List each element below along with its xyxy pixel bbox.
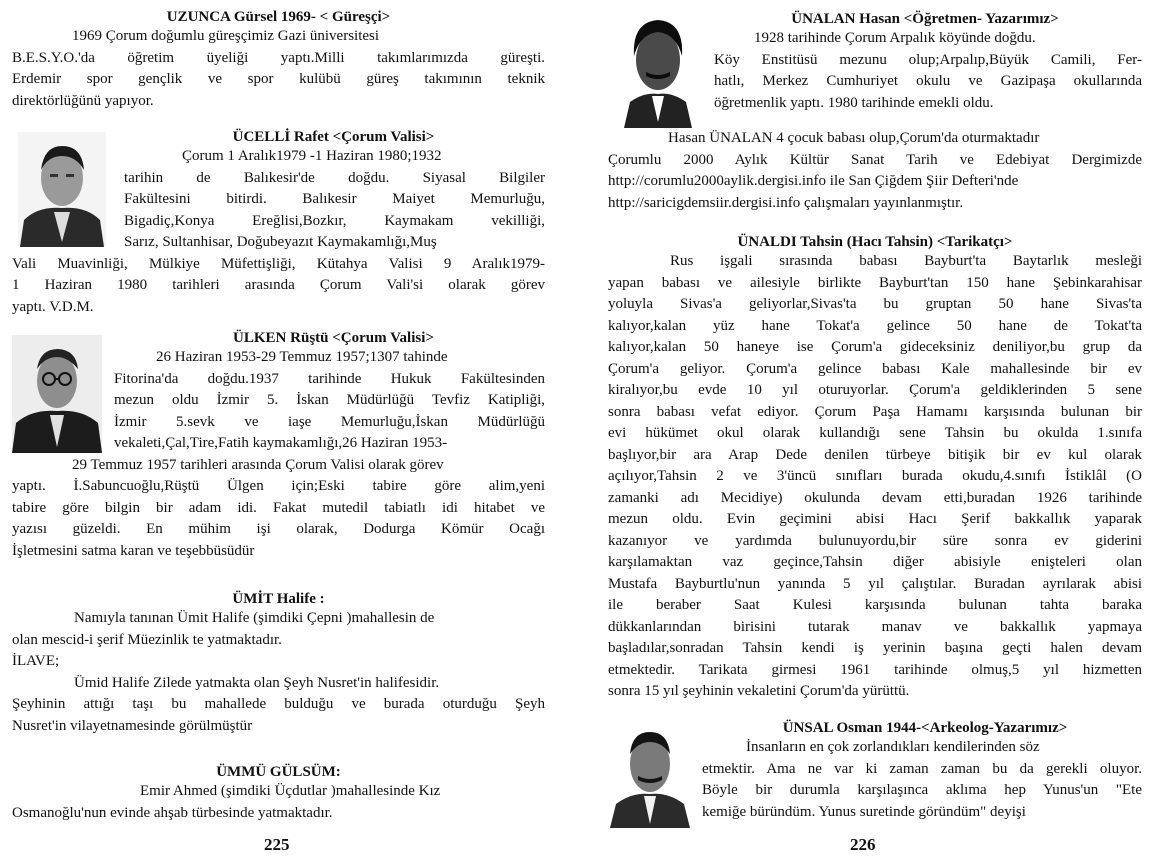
entry-heading: ÜMİT Halife : xyxy=(232,591,325,607)
entry-heading: ÜLKEN Rüştü <Çorum Valisi> xyxy=(233,330,434,346)
entry-line: 1969 Çorum doğumlu güreşçimiz Gazi üniversitesi xyxy=(72,28,380,44)
entry-line: kalıyor,kalan 50 haneye ise Çorum'a gideceksiniz deniliyor,bu grup da xyxy=(608,339,1142,355)
entry-line: Erdemir spor gençlik ve spor kulübü güreş takımının teknik xyxy=(12,71,545,87)
entry-unalan xyxy=(608,10,1142,214)
entry-line: direktörlüğünü yapıyor. xyxy=(12,92,154,109)
entry-line: başlıyor,bir ara Arap Dede denilen türbeye bitişik bir ev kul olarak xyxy=(608,446,1142,463)
entry-line: tarihin de Balıkesir'de doğdu. Siyasal Bilgiler xyxy=(124,169,545,186)
entry-unsal xyxy=(608,719,1142,823)
entry-line: kalıyor,kalan yüz hane Tokat'a gelince 50 hane de Tokat'ta xyxy=(608,317,1142,334)
entry-line: İzmir 5.sevk ve iaşe Memurluğu,İskan Müdürlüğü xyxy=(114,413,545,430)
entry-line: 1928 tarihinde Çorum Arpalık köyünde doğdu. xyxy=(754,30,1036,46)
entry-ucelli xyxy=(12,128,545,318)
entry-line: sonra 15 yıl şeyhinin vekaletini Çorum'da yürüttü. xyxy=(608,683,910,699)
entry-line: Bigadiç,Konya Ereğlisi,Bozkır, Kaymakam vekilliği, xyxy=(124,212,545,229)
entry-line: Namıyla tanınan Ümit Halife (şimdiki Çepni )mahallesin de xyxy=(74,610,435,626)
entry-line: zamanki adı Mecidiye) okulunda devam etti,buradan 1926 tarihinde xyxy=(608,489,1142,506)
entry-line: ile beraber Saat Kulesi karşısında bulunan tahta baraka xyxy=(608,597,1142,613)
entry-line: etmektedir. Tarikata girmesi 1961 tarihinde olmuş,5 yıl hizmetten xyxy=(608,661,1142,678)
page-number: 226 xyxy=(850,835,876,854)
entry-line: B.E.S.Y.O.'da öğretim üyeliği yaptı.Milli takımlarımızda güreşti. xyxy=(12,49,545,66)
entry-line: İLAVE; xyxy=(12,653,60,669)
entry-heading: ÜMMÜ GÜLSÜM: xyxy=(216,764,341,780)
entry-line: Hasan ÜNALAN 4 çocuk babası olup,Çorum'da oturmaktadır xyxy=(668,130,1040,146)
entry-line: Çorum 1 Aralık1979 -1 Haziran 1980;1932 xyxy=(182,148,442,164)
entry-line: Emir Ahmed (şimdiki Üçdutlar )mahallesinde Kız xyxy=(140,783,441,799)
entry-line: kemiğe büründüm. Yunus suretinde göründüm" deyişi xyxy=(702,803,1026,820)
entry-line: yoluyla Sivas'a geliyorlar,Sivas'ta bu gruptan 50 hane Sivas'ta xyxy=(608,296,1142,312)
entry-line: dükkanlarından birisini tutarak manav ve bakkallık yapmaya xyxy=(608,618,1142,635)
entry-line: sonra babası vefat ediyor. Çorum Paşa Hamamı karşısında bulunan bir xyxy=(608,403,1142,420)
right-page xyxy=(592,0,1142,865)
entry-ummu-gulsum xyxy=(12,763,545,824)
entry-line: Çorum'a geliyor. Çorum'a gelince babası Kale mahallesinde bir ev xyxy=(608,360,1142,377)
entry-line: 1 Haziran 1980 tarihleri arasında Çorum Vali'si olarak görev xyxy=(12,277,545,293)
entry-line: Böyle bir durumla karşılaşınca aklıma hep Yunus'un "Ete xyxy=(702,782,1142,798)
entry-line: açılıyor,Tahsin 2 ve 3'üncü sınıfları burada okudu,4.sınıfı İstiklâl (O xyxy=(608,468,1142,484)
entry-umit xyxy=(12,590,545,737)
entry-line: Mustafa Bayburtlu'nun yanında 5 yıl çalıştılar. Buradan ayrılarak abisi xyxy=(608,575,1142,592)
entry-line: Şeyhinin attığı taşı bu mahallede bulduğu ve burada oturduğu Şeyh xyxy=(12,696,545,712)
entry-ulken xyxy=(12,329,545,562)
entry-heading: ÜCELLİ Rafet <Çorum Valisi> xyxy=(232,129,435,145)
entry-line: karşılamaktan vaz geçince,Tahsin diğer abisiyle enişteleri olan xyxy=(608,554,1142,570)
entry-line: kazanıyor ve yardımda bulunuyordu,bir süre sonra ev giderini xyxy=(608,532,1142,549)
left-page xyxy=(0,0,560,865)
entry-line: evi hükümet okul olarak kullandığı sene Tahsin bu okulda 1.sınıfa xyxy=(608,425,1142,441)
entry-line: kiralıyor,bu evde 10 yıl oturuyorlar. Çorum'a geldiklerinden 5 sene xyxy=(608,382,1142,398)
entry-line: öğretmenlik yaptı. 1980 tarihinde emekli oldu. xyxy=(714,94,994,111)
entry-line: Rus işgali sırasında babası Bayburt'ta Baytarlık mesleği xyxy=(670,253,1142,269)
entry-line: Vali Muavinliği, Mülkiye Müfettişliği, Kütahya Valisi 9 Aralık1979- xyxy=(12,255,545,272)
entry-line: tabire göre bilgin bir adam idi. Fakat mutedil tabiatlı idi hitabet ve xyxy=(12,499,545,516)
entry-line: hatlı, Merkez Cumhuriyet okulu ve Gazipaşa okullarında xyxy=(714,73,1142,89)
entry-line: 29 Temmuz 1957 tarihleri arasında Çorum Valisi olarak görev xyxy=(72,456,444,473)
page-number: 225 xyxy=(264,835,290,854)
entry-line: olan mescid-i şerif Müezinlik te yatmaktadır. xyxy=(12,631,282,648)
entry-line: İşletmesini satma karan ve teşebbüsüdür xyxy=(12,542,255,559)
entry-uzunca xyxy=(12,8,545,112)
entry-line: Fakültesini bitirdi. Balıkesir Maiyet Memurluğu, xyxy=(124,191,545,207)
entry-line: yapan babası ve ailesiyle birlikte Bayburt'tan 150 hane Şebinkarahisar xyxy=(608,274,1142,291)
entry-heading: ÜNALDI Tahsin (Hacı Tahsin) <Tarikatçı> xyxy=(737,234,1013,250)
entry-heading: ÜNALAN Hasan <Öğretmen- Yazarımız> xyxy=(791,11,1059,27)
entry-line: yazısı güzeldi. En mühim işi olarak, Dodurga Kömür Ocağı xyxy=(12,521,545,537)
entry-line: http://saricigdemsiir.dergisi.info çalışmaları yayınlanmıştır. xyxy=(608,194,964,211)
entry-unaldi xyxy=(608,233,1142,703)
entry-line: http://corumlu2000aylik.dergisi.info ile San Çiğdem Şiir Defteri'nde xyxy=(608,173,1019,189)
entry-line: Ümid Halife Zilede yatmakta olan Şeyh Nusret'in halifesidir. xyxy=(74,674,440,691)
entry-line: mezun oldu. Evin geçimini abisi Hacı Şerif bakkallık yaparak xyxy=(608,511,1142,527)
entry-heading: ÜNSAL Osman 1944-<Arkeolog-Yazarımız> xyxy=(782,720,1068,736)
entry-line: Nusret'in vilayetnamesinde görülmüştür xyxy=(12,717,253,734)
entry-line: Çorumlu 2000 Aylık Kültür Sanat Tarih ve Edebiyat Dergimizde xyxy=(608,151,1142,168)
entry-line: başladılar,sonradan Tahsin kendi iş yerinin başına geçti halen devam xyxy=(608,640,1142,656)
entry-line: Fitorina'da doğdu.1937 tarihinde Hukuk Fakültesinden xyxy=(114,370,545,387)
entry-line: Köy Enstitüsü mezunu olup;Arpalıp,Büyük Camili, Fer- xyxy=(714,51,1142,68)
entry-line: etmektir. Ama ne var ki zaman zaman bu da gerekli oluyor. xyxy=(702,760,1142,777)
entry-line: mezun oldu İzmir 5. İskan Müdürlüğü Tevfiz Katipliği, xyxy=(114,392,545,408)
entry-heading: UZUNCA Gürsel 1969- < Güreşçi> xyxy=(166,9,391,25)
entry-line: yaptı. V.D.M. xyxy=(12,298,94,315)
entry-line: Sarız, Sultanhisar, Doğubeyazıt Kaymakamlığı,Muş xyxy=(124,234,437,250)
entry-line: 26 Haziran 1953-29 Temmuz 1957;1307 tahinde xyxy=(156,349,448,365)
entry-line: İnsanların en çok zorlandıkları kendilerinden söz xyxy=(746,739,1040,755)
entry-line: Osmanoğlu'nun evinde ahşab türbesinde yatmaktadır. xyxy=(12,804,333,821)
entry-line: vekaleti,Çal,Tire,Fatih kaymakamlığı,26 Haziran 1953- xyxy=(114,435,448,451)
entry-line: yaptı. İ.Sabuncuoğlu,Rüştü Ülgen için;Eski tabire göre alim,yeni xyxy=(12,478,545,494)
